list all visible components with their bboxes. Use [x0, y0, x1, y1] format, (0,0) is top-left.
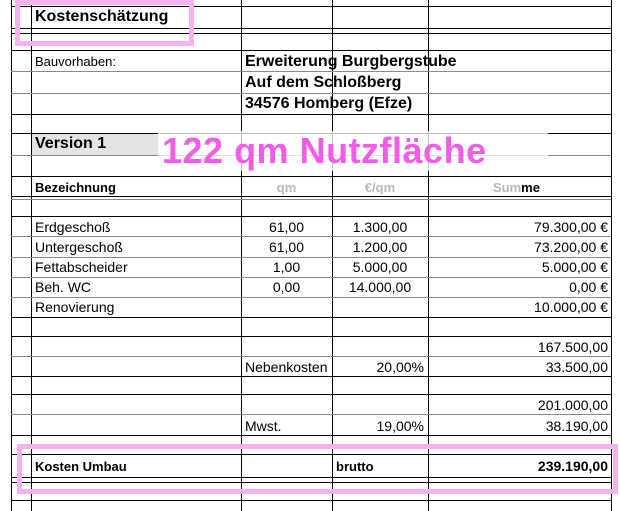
subtotal-2[interactable]: 201.000,00	[537, 397, 608, 413]
title-highlight-box	[15, 0, 194, 46]
project-line-2[interactable]: Auf dem Schloßberg	[245, 74, 402, 91]
row-summe[interactable]: 79.300,00 €	[534, 219, 608, 235]
row-name[interactable]: Fettabscheider	[35, 259, 128, 275]
area-banner: 122 qm Nutzfläche	[162, 130, 487, 171]
nebenkosten-value[interactable]: 33.500,00	[545, 359, 608, 375]
row-eur-qm[interactable]: 5.000,00	[352, 259, 408, 275]
row-name[interactable]: Untergeschoß	[35, 239, 123, 255]
column-header-qm[interactable]: qm	[276, 180, 297, 195]
row-name[interactable]: Erdgeschoß	[35, 219, 111, 235]
column-header-summe-faded: Sum	[493, 180, 522, 195]
column-header-bezeichnung[interactable]: Bezeichnung	[35, 180, 116, 195]
nebenkosten-label[interactable]: Nebenkosten	[245, 359, 328, 375]
row-qm[interactable]: 1,00	[272, 259, 301, 275]
row-eur-qm[interactable]: 1.200,00	[352, 239, 408, 255]
version-label[interactable]: Version 1	[35, 135, 107, 152]
sheet-title[interactable]: Kostenschätzung	[35, 8, 169, 25]
column-header-eur-qm[interactable]: €/qm	[364, 180, 396, 195]
total-highlight-box	[17, 444, 618, 494]
row-qm[interactable]: 61,00	[268, 219, 305, 235]
mwst-rate[interactable]: 19,00%	[376, 418, 424, 434]
row-name[interactable]: Beh. WC	[35, 279, 92, 295]
subtotal-1[interactable]: 167.500,00	[537, 339, 608, 355]
total-label[interactable]: Kosten Umbau	[35, 459, 127, 474]
row-eur-qm[interactable]: 14.000,00	[348, 279, 412, 295]
row-summe[interactable]: 5.000,00 €	[541, 259, 608, 275]
nebenkosten-rate[interactable]: 20,00%	[376, 359, 424, 375]
mwst-value[interactable]: 38.190,00	[545, 418, 608, 434]
row-eur-qm[interactable]: 1.300,00	[352, 219, 408, 235]
row-qm[interactable]: 61,00	[268, 239, 305, 255]
row-qm[interactable]: 0,00	[272, 279, 301, 295]
project-label[interactable]: Bauvorhaben:	[35, 54, 116, 69]
row-summe[interactable]: 73.200,00 €	[534, 239, 608, 255]
total-value[interactable]: 239.190,00	[537, 458, 608, 474]
project-line-3[interactable]: 34576 Homberg (Efze)	[245, 95, 413, 112]
row-name[interactable]: Renovierung	[35, 299, 115, 315]
row-summe[interactable]: 10.000,00 €	[534, 299, 608, 315]
row-summe[interactable]: 0,00 €	[569, 279, 608, 295]
column-header-summe-rest: me	[521, 180, 540, 195]
column-header-summe[interactable]	[493, 179, 540, 196]
mwst-label[interactable]: Mwst.	[245, 418, 282, 434]
total-type[interactable]: brutto	[336, 459, 374, 474]
project-line-1[interactable]: Erweiterung Burgbergstube	[245, 53, 457, 70]
